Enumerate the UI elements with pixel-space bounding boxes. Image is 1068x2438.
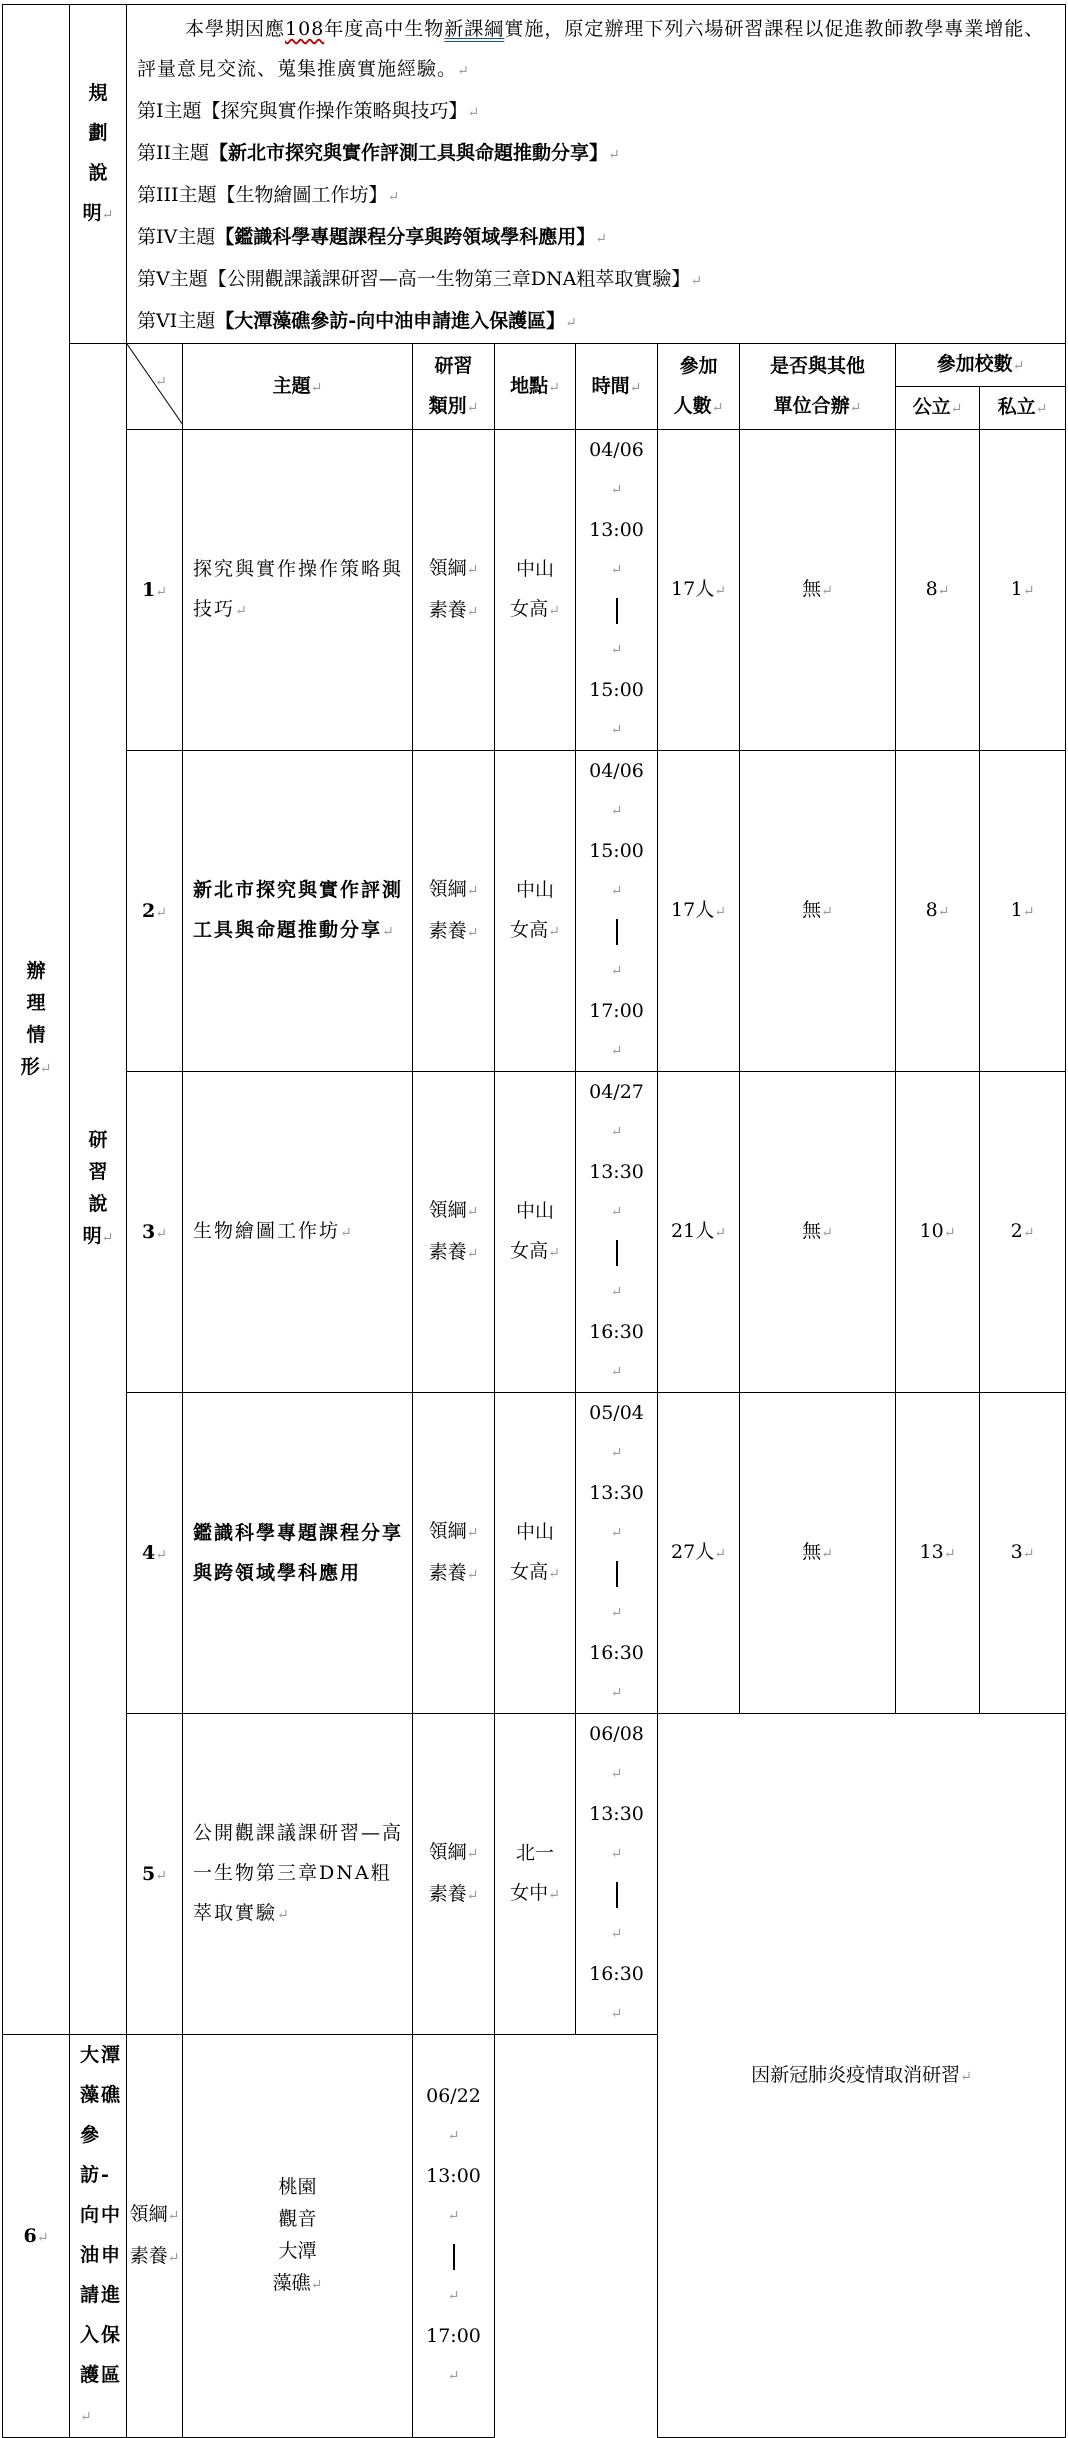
theme-3: 第III主題【生物繪圖工作坊】↵	[137, 184, 400, 206]
row-time: 04/27 ↵ 13:30 ↵ ↵ 16:30 ↵	[576, 1072, 658, 1393]
header-attendees: 參加 人數↵	[658, 344, 740, 430]
row-time: 06/08 ↵ 13:30 ↵ ↵ 16:30 ↵	[576, 1714, 658, 2035]
table-row	[3, 1393, 1066, 1714]
activity-report-table	[2, 4, 1066, 2438]
row-time: 04/06 ↵ 13:00 ↵ ↵ 15:00 ↵	[576, 430, 658, 751]
row-time: 05/04 ↵ 13:30 ↵ ↵ 16:30 ↵	[576, 1393, 658, 1714]
table-row	[3, 1714, 1066, 2035]
theme-5: 第V主題【公開觀課議課研習—高一生物第三章DNA粗萃取實驗】↵	[137, 268, 703, 290]
row-number: 1↵	[127, 430, 183, 751]
row-private: 2↵	[980, 1072, 1066, 1393]
time-range-bar	[616, 1882, 618, 1908]
row-time: 06/22 ↵ 13:00 ↵ ↵ 17:00 ↵	[413, 2035, 495, 2438]
row-topic: 生物繪圖工作坊↵	[183, 1072, 413, 1393]
row-attendees: 27人↵	[658, 1393, 740, 1714]
theme-1: 第I主題【探究與實作操作策略與技巧】↵	[137, 100, 480, 122]
row-category: 領綱↵ 素養↵	[413, 1393, 495, 1714]
row-number: 6↵	[3, 2035, 70, 2438]
row-attendees: 21人↵	[658, 1072, 740, 1393]
table-row	[3, 430, 1066, 751]
row-location: 北一 女中↵	[495, 1714, 576, 2035]
table-header-row	[3, 344, 1066, 387]
row-number: 5↵	[127, 1714, 183, 2035]
row-location: 中山 女高↵	[495, 751, 576, 1072]
row-joint: 無↵	[740, 1393, 896, 1714]
row-category: 領綱↵ 素養↵	[413, 751, 495, 1072]
plan-intro: 本學期因應108年度高中生物新課綱實施，原定辦理下列六場研習課程以促進教師教學專業增能、評量意見交流、蒐集推廣實施經驗。↵	[137, 18, 1045, 80]
diagonal-header-cell: ↵	[127, 344, 183, 430]
row-private: 1↵	[980, 430, 1066, 751]
row-time: 04/06 ↵ 15:00 ↵ ↵ 17:00 ↵	[576, 751, 658, 1072]
table-row	[3, 1072, 1066, 1393]
row-topic: 公開觀課議課研習—高一生物第三章DNA粗萃取實驗↵	[183, 1714, 413, 2035]
plan-description	[127, 5, 1066, 344]
row-location: 中山 女高↵	[495, 1072, 576, 1393]
row-category: 領綱↵ 素養↵	[413, 1072, 495, 1393]
row-joint: 無↵	[740, 751, 896, 1072]
row-location: 桃園 觀音 大潭 藻礁↵	[183, 2035, 413, 2438]
row-attendees: 17人↵	[658, 430, 740, 751]
section-label-plan: 規 劃 說 明↵	[70, 5, 127, 344]
row-number: 4↵	[127, 1393, 183, 1714]
row-private: 1↵	[980, 751, 1066, 1072]
row-topic: 大潭藻礁參訪-向中油申請進入保護區↵	[70, 2035, 127, 2438]
row-number: 3↵	[127, 1072, 183, 1393]
header-category: 研習 類別↵	[413, 344, 495, 430]
theme-6: 第VI主題【大潭藻礁參訪-向中油申請進入保護區】↵	[137, 310, 577, 332]
row-number: 2↵	[127, 751, 183, 1072]
header-joint: 是否與其他 單位合辦↵	[740, 344, 896, 430]
row-joint: 無↵	[740, 1072, 896, 1393]
theme-4: 第IV主題【鑑識科學專題課程分享與跨領域學科應用】↵	[137, 226, 607, 248]
row-category: 領綱↵ 素養↵	[127, 2035, 183, 2438]
cancellation-note: 因新冠肺炎疫情取消研習↵	[658, 1714, 1066, 2438]
header-private: 私立↵	[980, 387, 1066, 430]
row-location: 中山 女高↵	[495, 430, 576, 751]
row-attendees: 17人↵	[658, 751, 740, 1072]
time-range-bar	[616, 598, 618, 624]
section-label-implementation: 辦 理 情 形↵	[3, 5, 70, 2035]
time-range-bar	[616, 1240, 618, 1266]
header-location: 地點↵	[495, 344, 576, 430]
time-range-bar	[453, 2244, 455, 2270]
theme-2: 第II主題【新北市探究與實作評測工具與命題推動分享】↵	[137, 142, 620, 164]
row-topic: 新北市探究與實作評測工具與命題推動分享↵	[183, 751, 413, 1072]
row-public: 8↵	[896, 430, 980, 751]
row-location: 中山 女高↵	[495, 1393, 576, 1714]
header-schools: 參加校數↵	[896, 344, 1066, 387]
row-joint: 無↵	[740, 430, 896, 751]
row-public: 13↵	[896, 1393, 980, 1714]
header-time: 時間↵	[576, 344, 658, 430]
plan-row	[3, 5, 1066, 344]
row-private: 3↵	[980, 1393, 1066, 1714]
time-range-bar	[616, 1561, 618, 1587]
section-label-study: 研 習 說 明↵	[70, 344, 127, 2035]
row-public: 8↵	[896, 751, 980, 1072]
header-topic: 主題↵	[183, 344, 413, 430]
row-topic: 鑑識科學專題課程分享與跨領域學科應用	[183, 1393, 413, 1714]
time-range-bar	[616, 919, 618, 945]
header-public: 公立↵	[896, 387, 980, 430]
row-category: 領綱↵ 素養↵	[413, 1714, 495, 2035]
table-row	[3, 751, 1066, 1072]
row-category: 領綱↵ 素養↵	[413, 430, 495, 751]
row-topic: 探究與實作操作策略與技巧↵	[183, 430, 413, 751]
row-public: 10↵	[896, 1072, 980, 1393]
